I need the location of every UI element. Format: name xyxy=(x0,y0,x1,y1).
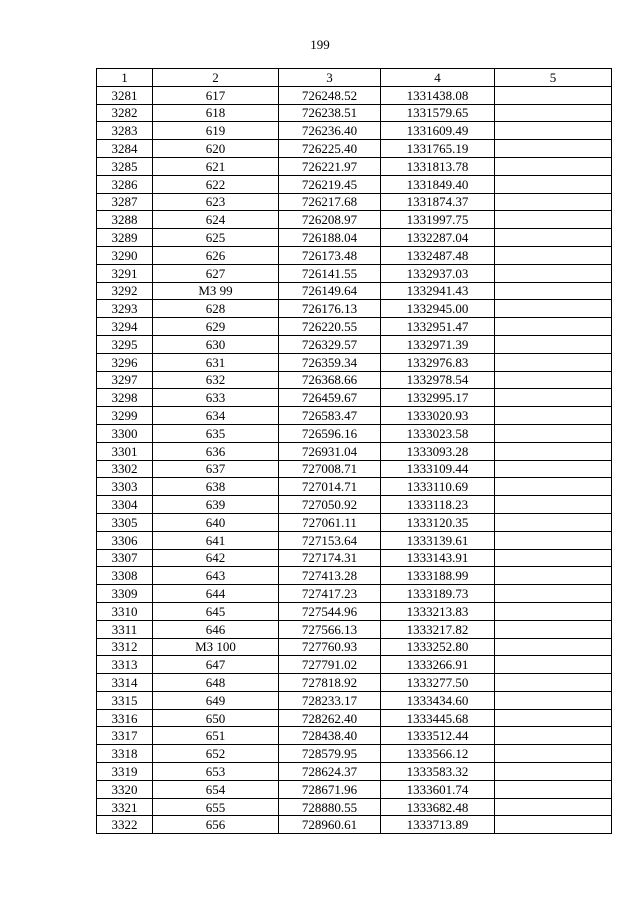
table-cell-col-3: 726176.13 xyxy=(279,300,381,318)
table-cell-col-4: 1333020.93 xyxy=(381,407,495,425)
table-cell-col-4: 1331849.40 xyxy=(381,175,495,193)
table-row xyxy=(97,816,612,834)
table-cell-col-4: 1333566.12 xyxy=(381,745,495,763)
table-cell-col-4: 1332971.39 xyxy=(381,335,495,353)
table-cell-col-5 xyxy=(495,193,612,211)
table-cell-col-5 xyxy=(495,407,612,425)
table-cell-col-2: МЗ 100 xyxy=(153,638,279,656)
table-cell-col-5 xyxy=(495,709,612,727)
table-cell-col-3: 726149.64 xyxy=(279,282,381,300)
table-cell-col-5 xyxy=(495,798,612,816)
table-cell-col-1: 3308 xyxy=(97,567,153,585)
table-cell-col-3: 727818.92 xyxy=(279,674,381,692)
table-cell-col-1: 3309 xyxy=(97,585,153,603)
table-cell-col-5 xyxy=(495,211,612,229)
table-cell-col-4: 1332287.04 xyxy=(381,229,495,247)
header-cell-2: 2 xyxy=(153,69,279,87)
table-cell-col-1: 3296 xyxy=(97,353,153,371)
table-cell-col-4: 1333023.58 xyxy=(381,424,495,442)
table-cell-col-4: 1333188.99 xyxy=(381,567,495,585)
table-cell-col-2: 635 xyxy=(153,424,279,442)
table-row xyxy=(97,513,612,531)
table-row xyxy=(97,763,612,781)
table-cell-col-5 xyxy=(495,602,612,620)
table-cell-col-4: 1331765.19 xyxy=(381,140,495,158)
table-row xyxy=(97,691,612,709)
table-cell-col-1: 3299 xyxy=(97,407,153,425)
table-cell-col-3: 726238.51 xyxy=(279,104,381,122)
table-row xyxy=(97,193,612,211)
table-row xyxy=(97,335,612,353)
table-cell-col-1: 3288 xyxy=(97,211,153,229)
table-cell-col-5 xyxy=(495,389,612,407)
table-cell-col-4: 1333189.73 xyxy=(381,585,495,603)
table-cell-col-4: 1332945.00 xyxy=(381,300,495,318)
table-cell-col-4: 1333266.91 xyxy=(381,656,495,674)
table-row xyxy=(97,300,612,318)
table-cell-col-5 xyxy=(495,585,612,603)
table-row xyxy=(97,246,612,264)
table-cell-col-1: 3315 xyxy=(97,691,153,709)
table-cell-col-1: 3310 xyxy=(97,602,153,620)
table-row xyxy=(97,175,612,193)
table-cell-col-2: 629 xyxy=(153,318,279,336)
table-row xyxy=(97,745,612,763)
table-cell-col-3: 726225.40 xyxy=(279,140,381,158)
table-cell-col-1: 3282 xyxy=(97,104,153,122)
table-row xyxy=(97,620,612,638)
coordinates-table xyxy=(96,68,612,834)
table-cell-col-2: 652 xyxy=(153,745,279,763)
table-cell-col-2: 636 xyxy=(153,442,279,460)
table-cell-col-1: 3289 xyxy=(97,229,153,247)
table-cell-col-4: 1333434.60 xyxy=(381,691,495,709)
table-cell-col-4: 1333445.68 xyxy=(381,709,495,727)
table-header-row xyxy=(97,69,612,87)
table-cell-col-4: 1333120.35 xyxy=(381,513,495,531)
table-row xyxy=(97,86,612,104)
table-row xyxy=(97,140,612,158)
table-row xyxy=(97,727,612,745)
table-cell-col-1: 3318 xyxy=(97,745,153,763)
table-row xyxy=(97,460,612,478)
table-cell-col-1: 3319 xyxy=(97,763,153,781)
table-cell-col-2: 626 xyxy=(153,246,279,264)
table-cell-col-2: 647 xyxy=(153,656,279,674)
table-cell-col-1: 3281 xyxy=(97,86,153,104)
table-cell-col-4: 1333277.50 xyxy=(381,674,495,692)
table-cell-col-4: 1332976.83 xyxy=(381,353,495,371)
table-cell-col-5 xyxy=(495,691,612,709)
table-cell-col-5 xyxy=(495,300,612,318)
table-cell-col-2: 641 xyxy=(153,531,279,549)
table-cell-col-1: 3311 xyxy=(97,620,153,638)
table-cell-col-3: 728624.37 xyxy=(279,763,381,781)
table-cell-col-5 xyxy=(495,264,612,282)
table-cell-col-1: 3300 xyxy=(97,424,153,442)
table-cell-col-2: МЗ 99 xyxy=(153,282,279,300)
table-cell-col-4: 1331874.37 xyxy=(381,193,495,211)
table-cell-col-4: 1332978.54 xyxy=(381,371,495,389)
table-cell-col-2: 633 xyxy=(153,389,279,407)
table-cell-col-5 xyxy=(495,656,612,674)
table-row xyxy=(97,496,612,514)
table-cell-col-4: 1333217.82 xyxy=(381,620,495,638)
table-cell-col-3: 728233.17 xyxy=(279,691,381,709)
table-cell-col-3: 726219.45 xyxy=(279,175,381,193)
table-cell-col-1: 3297 xyxy=(97,371,153,389)
table-cell-col-4: 1333512.44 xyxy=(381,727,495,745)
table-cell-col-1: 3283 xyxy=(97,122,153,140)
table-body xyxy=(97,69,612,834)
table-cell-col-5 xyxy=(495,638,612,656)
table-cell-col-4: 1333601.74 xyxy=(381,780,495,798)
table-cell-col-1: 3320 xyxy=(97,780,153,798)
table-cell-col-1: 3301 xyxy=(97,442,153,460)
table-cell-col-3: 728671.96 xyxy=(279,780,381,798)
table-cell-col-4: 1333682.48 xyxy=(381,798,495,816)
table-cell-col-3: 726188.04 xyxy=(279,229,381,247)
table-cell-col-1: 3317 xyxy=(97,727,153,745)
table-cell-col-5 xyxy=(495,496,612,514)
table-cell-col-3: 726583.47 xyxy=(279,407,381,425)
table-cell-col-2: 650 xyxy=(153,709,279,727)
table-cell-col-5 xyxy=(495,229,612,247)
table-cell-col-5 xyxy=(495,246,612,264)
table-row xyxy=(97,638,612,656)
table-cell-col-2: 651 xyxy=(153,727,279,745)
table-cell-col-1: 3291 xyxy=(97,264,153,282)
table-cell-col-2: 631 xyxy=(153,353,279,371)
table-row xyxy=(97,602,612,620)
table-cell-col-1: 3314 xyxy=(97,674,153,692)
table-cell-col-1: 3293 xyxy=(97,300,153,318)
table-row xyxy=(97,157,612,175)
table-cell-col-2: 634 xyxy=(153,407,279,425)
table-cell-col-2: 654 xyxy=(153,780,279,798)
table-cell-col-4: 1333713.89 xyxy=(381,816,495,834)
table-cell-col-5 xyxy=(495,175,612,193)
table-cell-col-5 xyxy=(495,353,612,371)
header-cell-5: 5 xyxy=(495,69,612,87)
table-cell-col-3: 727566.13 xyxy=(279,620,381,638)
table-cell-col-4: 1331609.49 xyxy=(381,122,495,140)
table-cell-col-5 xyxy=(495,549,612,567)
table-cell-col-1: 3287 xyxy=(97,193,153,211)
table-cell-col-1: 3313 xyxy=(97,656,153,674)
table-cell-col-2: 622 xyxy=(153,175,279,193)
table-cell-col-3: 728960.61 xyxy=(279,816,381,834)
table-cell-col-4: 1331438.08 xyxy=(381,86,495,104)
table-cell-col-5 xyxy=(495,460,612,478)
table-row xyxy=(97,122,612,140)
table-cell-col-2: 655 xyxy=(153,798,279,816)
table-cell-col-3: 727791.02 xyxy=(279,656,381,674)
table-cell-col-3: 728438.40 xyxy=(279,727,381,745)
table-cell-col-1: 3303 xyxy=(97,478,153,496)
table-cell-col-2: 618 xyxy=(153,104,279,122)
table-cell-col-5 xyxy=(495,86,612,104)
table-cell-col-1: 3307 xyxy=(97,549,153,567)
table-row xyxy=(97,531,612,549)
table-cell-col-2: 656 xyxy=(153,816,279,834)
table-cell-col-3: 727014.71 xyxy=(279,478,381,496)
table-cell-col-3: 727417.23 xyxy=(279,585,381,603)
table-cell-col-4: 1333110.69 xyxy=(381,478,495,496)
table-cell-col-3: 727544.96 xyxy=(279,602,381,620)
table-row xyxy=(97,549,612,567)
table-cell-col-5 xyxy=(495,567,612,585)
table-cell-col-1: 3292 xyxy=(97,282,153,300)
table-cell-col-4: 1331579.65 xyxy=(381,104,495,122)
table-row xyxy=(97,371,612,389)
table-row xyxy=(97,407,612,425)
table-cell-col-4: 1333583.32 xyxy=(381,763,495,781)
table-cell-col-2: 620 xyxy=(153,140,279,158)
table-cell-col-4: 1332995.17 xyxy=(381,389,495,407)
table-cell-col-3: 726236.40 xyxy=(279,122,381,140)
table-cell-col-1: 3306 xyxy=(97,531,153,549)
header-cell-4: 4 xyxy=(381,69,495,87)
table-cell-col-2: 628 xyxy=(153,300,279,318)
header-cell-3: 3 xyxy=(279,69,381,87)
table-cell-col-4: 1331997.75 xyxy=(381,211,495,229)
table-cell-col-2: 617 xyxy=(153,86,279,104)
table-cell-col-5 xyxy=(495,442,612,460)
table-row xyxy=(97,318,612,336)
table-cell-col-3: 727050.92 xyxy=(279,496,381,514)
table-cell-col-3: 728880.55 xyxy=(279,798,381,816)
table-cell-col-3: 727008.71 xyxy=(279,460,381,478)
table-cell-col-1: 3286 xyxy=(97,175,153,193)
table-cell-col-2: 640 xyxy=(153,513,279,531)
table-cell-col-3: 727153.64 xyxy=(279,531,381,549)
table-cell-col-5 xyxy=(495,674,612,692)
table-cell-col-3: 726596.16 xyxy=(279,424,381,442)
table-cell-col-2: 653 xyxy=(153,763,279,781)
table-cell-col-5 xyxy=(495,620,612,638)
table-cell-col-4: 1332941.43 xyxy=(381,282,495,300)
table-cell-col-5 xyxy=(495,157,612,175)
table-cell-col-4: 1332487.48 xyxy=(381,246,495,264)
table-cell-col-3: 726329.57 xyxy=(279,335,381,353)
table-cell-col-3: 726173.48 xyxy=(279,246,381,264)
table-cell-col-3: 727061.11 xyxy=(279,513,381,531)
table-cell-col-2: 627 xyxy=(153,264,279,282)
table-row xyxy=(97,780,612,798)
table-cell-col-2: 643 xyxy=(153,567,279,585)
table-row xyxy=(97,442,612,460)
table-cell-col-1: 3302 xyxy=(97,460,153,478)
table-cell-col-5 xyxy=(495,140,612,158)
table-cell-col-3: 728262.40 xyxy=(279,709,381,727)
table-cell-col-3: 726208.97 xyxy=(279,211,381,229)
table-cell-col-2: 648 xyxy=(153,674,279,692)
table-cell-col-3: 726248.52 xyxy=(279,86,381,104)
table-row xyxy=(97,478,612,496)
table-cell-col-5 xyxy=(495,318,612,336)
table-cell-col-4: 1333143.91 xyxy=(381,549,495,567)
table-cell-col-5 xyxy=(495,478,612,496)
table-row xyxy=(97,282,612,300)
table-row xyxy=(97,353,612,371)
table-cell-col-5 xyxy=(495,763,612,781)
table-cell-col-1: 3305 xyxy=(97,513,153,531)
table-cell-col-1: 3312 xyxy=(97,638,153,656)
table-cell-col-1: 3304 xyxy=(97,496,153,514)
table-cell-col-1: 3285 xyxy=(97,157,153,175)
table-cell-col-2: 638 xyxy=(153,478,279,496)
table-cell-col-5 xyxy=(495,513,612,531)
table-cell-col-5 xyxy=(495,282,612,300)
table-cell-col-4: 1333118.23 xyxy=(381,496,495,514)
table-row xyxy=(97,424,612,442)
table-cell-col-1: 3298 xyxy=(97,389,153,407)
table-row xyxy=(97,656,612,674)
table-row xyxy=(97,229,612,247)
table-cell-col-3: 726459.67 xyxy=(279,389,381,407)
table-cell-col-2: 637 xyxy=(153,460,279,478)
table-cell-col-5 xyxy=(495,424,612,442)
table-cell-col-2: 623 xyxy=(153,193,279,211)
table-cell-col-2: 630 xyxy=(153,335,279,353)
table-cell-col-5 xyxy=(495,727,612,745)
table-row xyxy=(97,709,612,727)
table-cell-col-2: 645 xyxy=(153,602,279,620)
table-cell-col-2: 639 xyxy=(153,496,279,514)
table-cell-col-2: 649 xyxy=(153,691,279,709)
table-cell-col-3: 728579.95 xyxy=(279,745,381,763)
table-cell-col-3: 726368.66 xyxy=(279,371,381,389)
table-cell-col-5 xyxy=(495,816,612,834)
table-cell-col-2: 625 xyxy=(153,229,279,247)
table-cell-col-5 xyxy=(495,371,612,389)
table-cell-col-4: 1332951.47 xyxy=(381,318,495,336)
table-cell-col-2: 632 xyxy=(153,371,279,389)
page-number: 199 xyxy=(310,37,330,52)
table-cell-col-2: 619 xyxy=(153,122,279,140)
table-cell-col-4: 1332937.03 xyxy=(381,264,495,282)
table-cell-col-1: 3290 xyxy=(97,246,153,264)
table-cell-col-3: 726931.04 xyxy=(279,442,381,460)
table-cell-col-3: 726141.55 xyxy=(279,264,381,282)
table-cell-col-5 xyxy=(495,122,612,140)
table-row xyxy=(97,567,612,585)
table-cell-col-1: 3322 xyxy=(97,816,153,834)
table-row xyxy=(97,585,612,603)
header-cell-1: 1 xyxy=(97,69,153,87)
table-cell-col-1: 3294 xyxy=(97,318,153,336)
table-cell-col-4: 1331813.78 xyxy=(381,157,495,175)
table-cell-col-4: 1333252.80 xyxy=(381,638,495,656)
table-cell-col-3: 726359.34 xyxy=(279,353,381,371)
table-cell-col-2: 646 xyxy=(153,620,279,638)
table-cell-col-2: 642 xyxy=(153,549,279,567)
table-cell-col-4: 1333213.83 xyxy=(381,602,495,620)
table-cell-col-3: 726217.68 xyxy=(279,193,381,211)
table-row xyxy=(97,264,612,282)
table-row xyxy=(97,798,612,816)
table-cell-col-2: 644 xyxy=(153,585,279,603)
table-cell-col-3: 727413.28 xyxy=(279,567,381,585)
table-cell-col-5 xyxy=(495,104,612,122)
table-cell-col-1: 3321 xyxy=(97,798,153,816)
table-cell-col-1: 3295 xyxy=(97,335,153,353)
table-cell-col-5 xyxy=(495,780,612,798)
table-row xyxy=(97,389,612,407)
table-cell-col-4: 1333139.61 xyxy=(381,531,495,549)
table-cell-col-5 xyxy=(495,745,612,763)
table-cell-col-3: 726220.55 xyxy=(279,318,381,336)
table-cell-col-1: 3316 xyxy=(97,709,153,727)
table-cell-col-2: 624 xyxy=(153,211,279,229)
table-cell-col-4: 1333109.44 xyxy=(381,460,495,478)
table-cell-col-2: 621 xyxy=(153,157,279,175)
table-cell-col-3: 727174.31 xyxy=(279,549,381,567)
table-cell-col-5 xyxy=(495,531,612,549)
table-cell-col-3: 727760.93 xyxy=(279,638,381,656)
table-cell-col-1: 3284 xyxy=(97,140,153,158)
table-row xyxy=(97,104,612,122)
table-row xyxy=(97,674,612,692)
table-cell-col-4: 1333093.28 xyxy=(381,442,495,460)
table-cell-col-5 xyxy=(495,335,612,353)
table-row xyxy=(97,211,612,229)
table-cell-col-3: 726221.97 xyxy=(279,157,381,175)
